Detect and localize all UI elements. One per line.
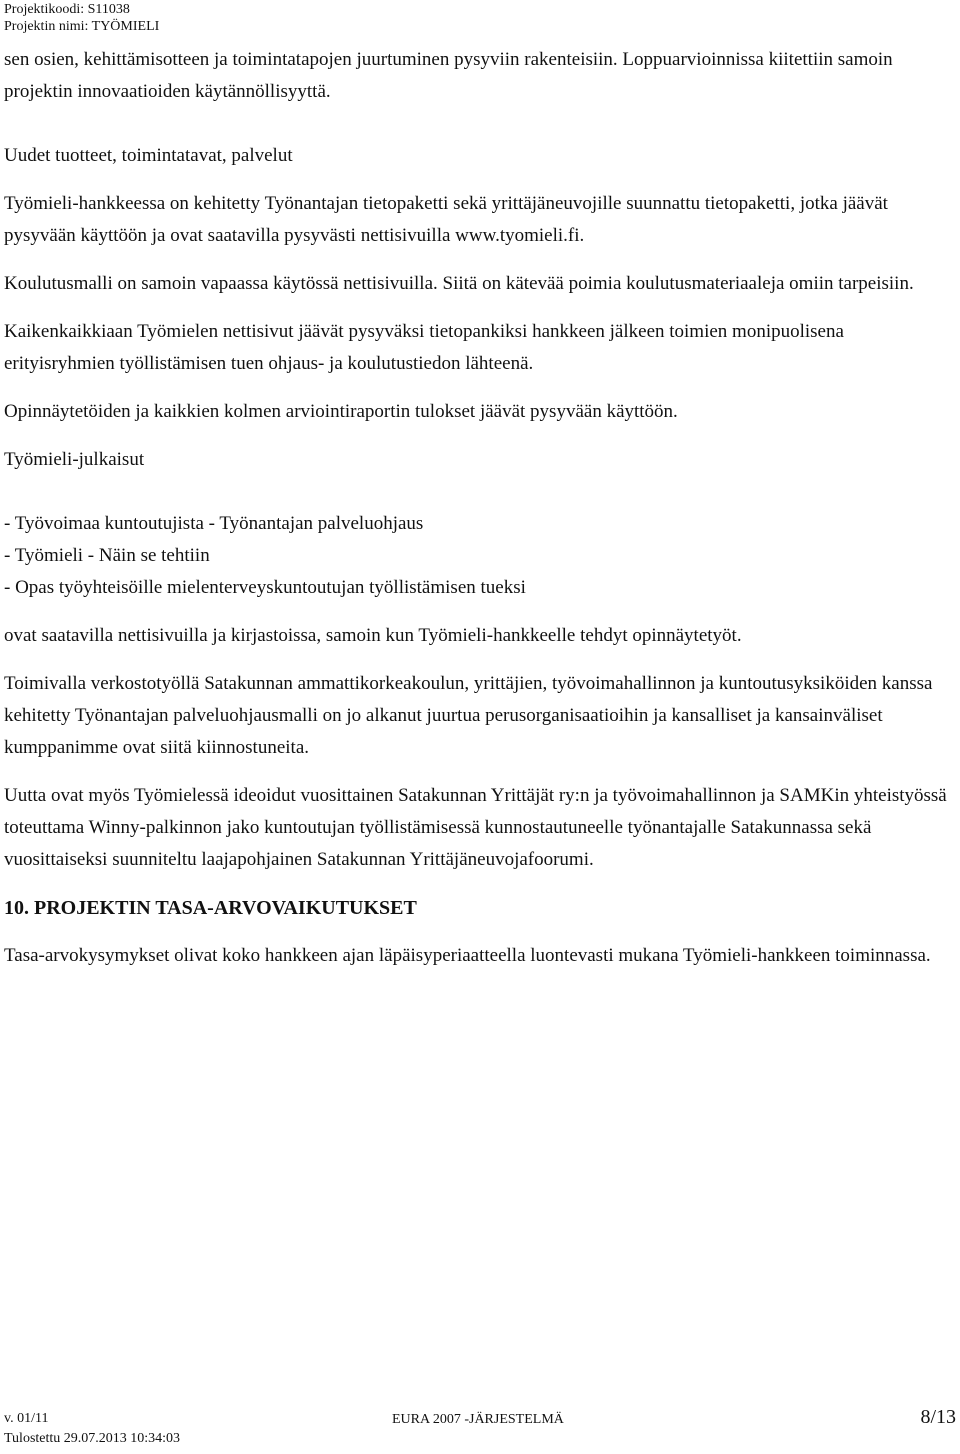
page-number: 8/13 [920, 1406, 956, 1428]
section-subtitle-new-products: Uudet tuotteet, toimintatavat, palvelut [4, 145, 293, 166]
paragraph-theses: Opinnäytetöiden ja kaikkien kolmen arviointiraportin tulokset jäävät pysyvään käyttöön. [4, 401, 678, 422]
list-item: - Työvoimaa kuntoutujista - Työnantajan palveluohjaus [4, 513, 424, 534]
paragraph-network: Toimivalla verkostotyöllä Satakunnan ammattikorkeakoulun, yrittäjien, työvoimahallinnon ja kuntoutusyksiköiden kanssa kehitetty Työnantajan palveluohjausmalli on jo alkanut juurtua perusorganisaatioihin ja kansalliset ja kansainväliset kumppanimme ovat siitä kiinnostuneita. [4, 673, 933, 758]
list-item: - Opas työyhteisöille mielenterveyskuntoutujan työllistämisen tueksi [4, 577, 526, 598]
version-label: v. 01/11 [4, 1411, 49, 1426]
paragraph-training-model: Koulutusmalli on samoin vapaassa käytössä nettisivuilla. Siitä on kätevää poimia koulutusmateriaaleja omiin tarpeisiin. [4, 273, 914, 294]
project-name: Projektin nimi: TYÖMIELI [4, 19, 160, 34]
printed-timestamp: Tulostettu 29.07.2013 10:34:03 [4, 1431, 181, 1446]
system-name: EURA 2007 -JÄRJESTELMÄ [392, 1412, 564, 1427]
document-body [4, 44, 958, 972]
list-item: - Työmieli - Näin se tehtiin [4, 545, 210, 566]
paragraph-info-packages: Työmieli-hankkeessa on kehitetty Työnantajan tietopaketti sekä yrittäjäneuvojille suunnattu tietopaketti, jotka jäävät pysyvään käyttöön ja ovat saatavilla pysyvästi nettisivuilla www.tyomieli.fi. [4, 193, 888, 246]
paragraph-rooting: sen osien, kehittämisotteen ja toimintatapojen juurtuminen pysyviin rakenteisiin. Loppuarvioinnissa kiitettiin samoin projektin innovaatioiden käytännöllisyyttä. [4, 49, 893, 102]
page-header [4, 1, 159, 35]
section-subtitle-publications: Työmieli-julkaisut [4, 449, 145, 470]
paragraph-winny-award: Uutta ovat myös Työmielessä ideoidut vuosittainen Satakunnan Yrittäjät ry:n ja työvoimahallinnon ja SAMKin yhteistyössä toteuttama Winny-palkinnon jako kuntoutujan työllistämisessä kunnostautuneelle työnantajalle Satakunnassa sekä vuosittaiseksi suunniteltu laajapohjainen Satakunnan Yrittäjäneuvojafoorumi. [4, 785, 947, 870]
paragraph-website: Kaikenkaikkiaan Työmielen nettisivut jäävät pysyväksi tietopankiksi hankkeen jälkeen toimien monipuolisena erityisryhmien työllistämisen tuen ohjaus- ja koulutustiedon lähteenä. [4, 321, 844, 374]
section-heading-equality: 10. PROJEKTIN TASA-ARVOVAIKUTUKSET [4, 897, 417, 919]
publication-list [4, 508, 958, 604]
paragraph-equality: Tasa-arvokysymykset olivat koko hankkeen ajan läpäisyperiaatteella luontevasti mukana Työmieli-hankkeen toiminnassa. [4, 945, 931, 966]
page-footer-left [4, 1409, 180, 1449]
paragraph-availability: ovat saatavilla nettisivuilla ja kirjastoissa, samoin kun Työmieli-hankkeelle tehdyt opinnäytetyöt. [4, 625, 742, 646]
project-code: Projektikoodi: S11038 [4, 2, 130, 17]
